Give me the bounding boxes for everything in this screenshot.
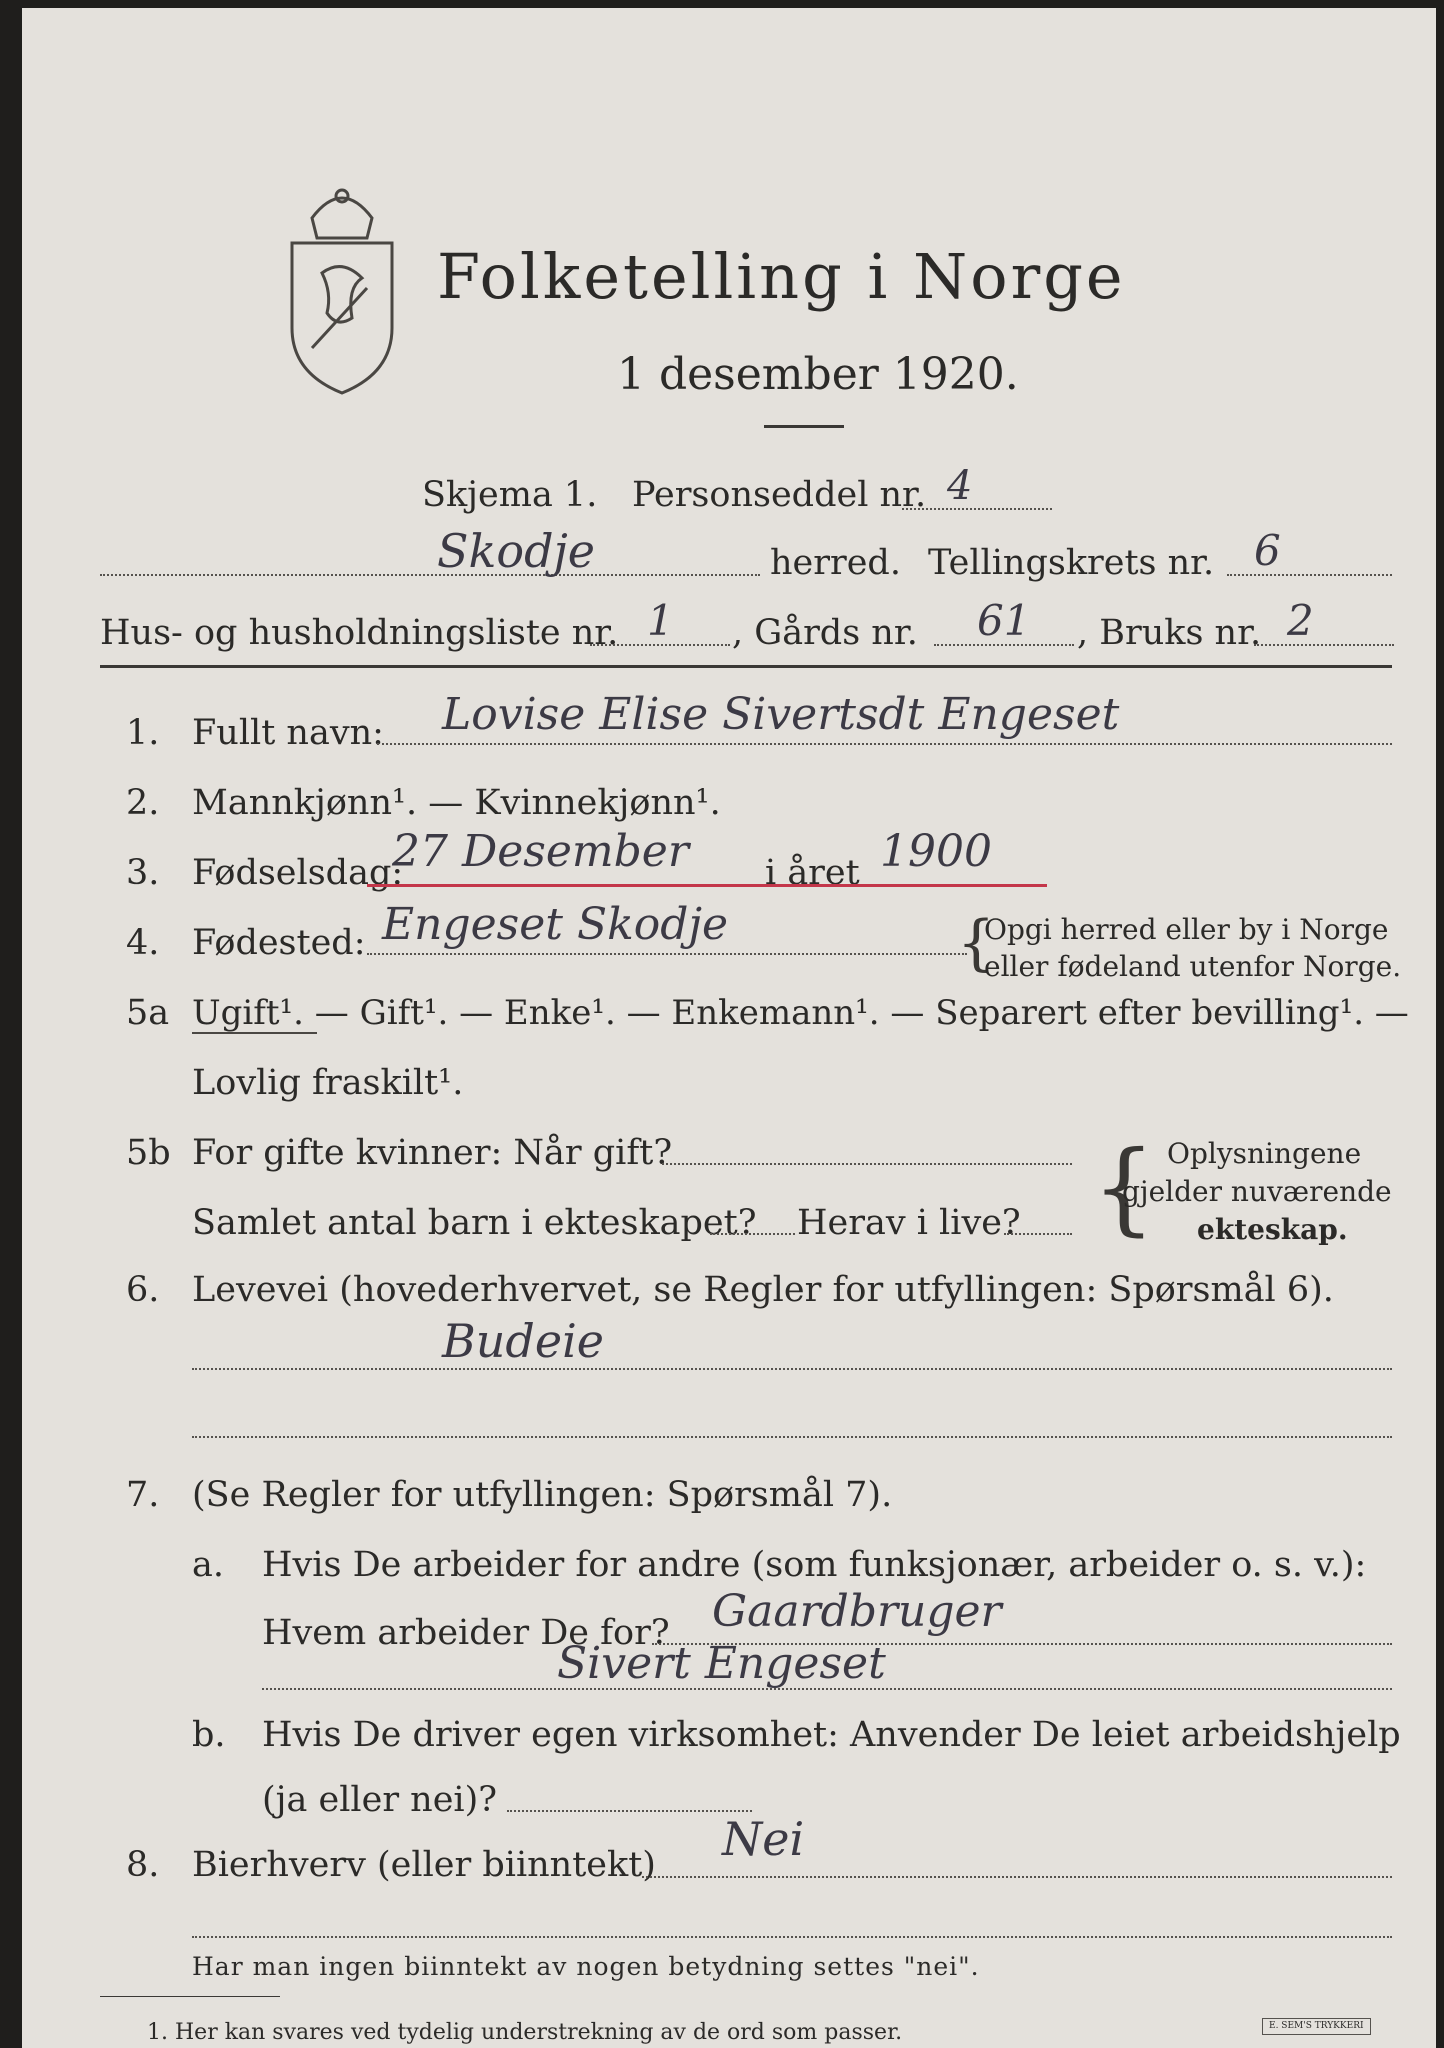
q5b-note-1: Oplysningene xyxy=(1167,1137,1362,1170)
q3-value: 27 Desember xyxy=(392,826,689,877)
husliste-label: Hus- og husholdningsliste nr. xyxy=(100,613,619,653)
q4-number: 4. xyxy=(126,923,160,963)
q8-label: Bierhverv (eller biinntekt) xyxy=(192,1845,656,1885)
q2-label: Mannkjønn¹. — Kvinnekjønn¹. xyxy=(192,783,721,823)
gards-value: 61 xyxy=(977,596,1031,645)
gards-label: , Gårds nr. xyxy=(732,613,918,653)
printer-stamp: E. SEM'S TRYKKERI xyxy=(1262,2018,1371,2035)
tellingskrets-label: Tellingskrets nr. xyxy=(928,543,1215,583)
header-divider xyxy=(100,665,1392,668)
q6-number: 6. xyxy=(126,1270,160,1310)
footnote: 1. Her kan svares ved tydelig understrekning av de ord som passer. xyxy=(147,2020,903,2045)
q3-number: 3. xyxy=(126,853,160,893)
husliste-value: 1 xyxy=(647,596,674,645)
q3-year-value: 1900 xyxy=(880,826,992,877)
title-divider xyxy=(764,425,844,428)
q3-label: Fødselsdag: xyxy=(192,853,404,893)
personseddel-label: Personseddel nr. xyxy=(632,475,927,515)
q5b-number: 5b xyxy=(126,1133,171,1173)
q7a-text: Hvis De arbeider for andre (som funksjonær, arbeider o. s. v.): xyxy=(262,1545,1367,1585)
skjema-label: Skjema 1. xyxy=(422,475,598,515)
personseddel-value: 4 xyxy=(947,463,973,509)
q5b-line-2a: Samlet antal barn i ekteskapet? xyxy=(192,1203,757,1243)
footer-note: Har man ingen biinntekt av nogen betydning settes "nei". xyxy=(192,1952,980,1981)
bruks-value: 2 xyxy=(1287,596,1314,645)
q5b-note-2: gjelder nuværende xyxy=(1122,1175,1392,1208)
census-form-page: Folketelling i Norge 1 desember 1920. Skjema 1. Personseddel nr. 4 Skodje herred. Tellingskrets nr. 6 Hus- og husholdningsliste nr. 1 , Gårds nr. 61 , Bruks nr. 2 1. Fullt navn: Lovise Elise Sivertsdt Engeset 2. Mannkjønn¹. — Kvinnekjønn¹. 3. Fødselsdag: 27 Desember i året 1900 4. Fødested: Engeset Skodje { Opgi herred eller by i Norge eller fødeland utenfor Norge. 5a Ugift¹. — Gift¹. — Enke¹. — Enkemann¹. — Separert efter bevilling¹. — Lovlig fraskilt¹. 5b For gifte kvinner: Når gift? Samlet antal barn i ekteskapet? Herav i live? { Oplysningene gjelder nuværende ekteskap. 6. Levevei (hovederhvervet, se Regler for utfyllingen: Spørsmål 6). Budeie 7. (Se Regler for utfyllingen: Spørsmål 7). a. Hvis De arbeider for andre (som funksjonær, arbeider o. s. v.): Hvem arbeider De for? Gaardbruger Sivert Engeset b. Hvis De driver egen virksomhet: Anvender De leiet arbeidshjelp (ja eller nei)? 8. Bierhverv (eller biinntekt) Nei Har man ingen biinntekt av nogen betydning settes "nei". 1. Her kan svares ved tydelig understrekning av de ord som passer. E. SEM'S TRYKKERI xyxy=(22,8,1436,2048)
tellingskrets-value: 6 xyxy=(1254,526,1281,575)
q4-note-1: Opgi herred eller by i Norge xyxy=(984,913,1389,946)
q7-number: 7. xyxy=(126,1475,160,1515)
q4-note-2: eller fødeland utenfor Norge. xyxy=(984,950,1402,983)
q4-label: Fødested: xyxy=(192,923,366,963)
q8-number: 8. xyxy=(126,1845,160,1885)
q5a-ugift-underline xyxy=(192,1032,317,1034)
q2-number: 2. xyxy=(126,783,160,823)
q7-label: (Se Regler for utfyllingen: Spørsmål 7). xyxy=(192,1475,893,1515)
q1-number: 1. xyxy=(126,713,160,753)
q6-value: Budeie xyxy=(442,1314,605,1368)
q5a-line-1: Ugift¹. — Gift¹. — Enke¹. — Enkemann¹. — Separert efter bevilling¹. — xyxy=(192,993,1409,1033)
q7a-value-2: Sivert Engeset xyxy=(557,1638,886,1689)
footnote-divider xyxy=(100,1996,280,1997)
q3-red-underline xyxy=(367,884,1047,887)
q5a-line-2: Lovlig fraskilt¹. xyxy=(192,1063,464,1103)
form-date: 1 desember 1920. xyxy=(617,349,1019,400)
q1-value: Lovise Elise Sivertsdt Engeset xyxy=(442,689,1120,740)
q5a-number: 5a xyxy=(126,993,170,1033)
q5b-line-2b: Herav i live? xyxy=(797,1203,1021,1243)
q1-label: Fullt navn: xyxy=(192,713,384,753)
q3-year-label: i året xyxy=(765,853,860,893)
q7b-number: b. xyxy=(192,1715,226,1755)
q6-label: Levevei (hovederhvervet, se Regler for utfyllingen: Spørsmål 6). xyxy=(192,1270,1334,1310)
form-title: Folketelling i Norge xyxy=(437,240,1126,313)
herred-label: herred. xyxy=(770,543,901,583)
herred-value: Skodje xyxy=(437,524,596,578)
q8-value: Nei xyxy=(722,1812,805,1866)
q7b-question: (ja eller nei)? xyxy=(262,1780,498,1820)
q5b-line-1: For gifte kvinner: Når gift? xyxy=(192,1133,673,1173)
q7a-question: Hvem arbeider De for? xyxy=(262,1613,670,1653)
bruks-label: , Bruks nr. xyxy=(1077,613,1262,653)
q7a-number: a. xyxy=(192,1545,224,1585)
q5b-note-3: ekteskap. xyxy=(1197,1213,1348,1246)
q4-value: Engeset Skodje xyxy=(382,899,729,950)
q7b-text: Hvis De driver egen virksomhet: Anvender De leiet arbeidshjelp xyxy=(262,1715,1401,1755)
q7a-value-1: Gaardbruger xyxy=(712,1586,1002,1637)
norwegian-coat-of-arms-icon xyxy=(272,178,412,398)
